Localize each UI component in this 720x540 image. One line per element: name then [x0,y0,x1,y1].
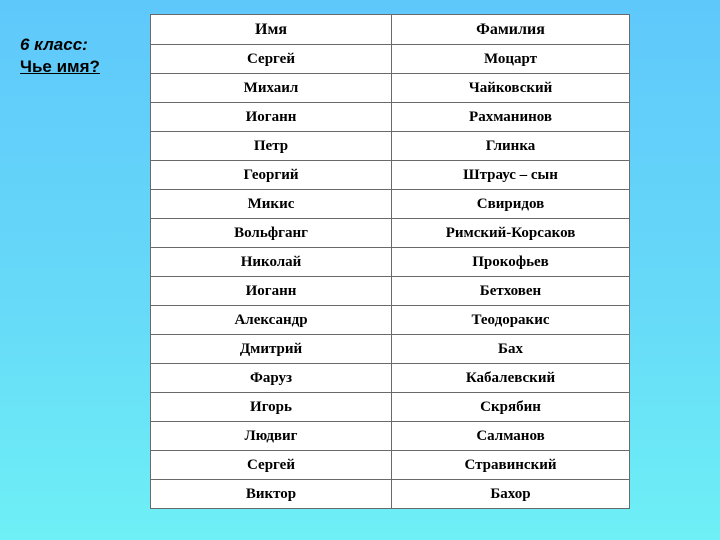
last-name-cell: Прокофьев [392,248,630,277]
first-name-cell: Людвиг [151,422,392,451]
last-name-cell: Чайковский [392,74,630,103]
names-table [150,14,630,509]
table-row [151,45,630,74]
first-name-cell: Фаруз [151,364,392,393]
last-name-cell: Бетховен [392,277,630,306]
table-row [151,103,630,132]
table-row [151,219,630,248]
first-name-cell: Вольфганг [151,219,392,248]
table-row [151,422,630,451]
last-name-cell: Стравинский [392,451,630,480]
last-name-cell: Бах [392,335,630,364]
question-label: Чье имя? [20,57,100,76]
first-name-cell: Дмитрий [151,335,392,364]
last-name-cell: Штраус – сын [392,161,630,190]
table-row [151,74,630,103]
header-first-name: Имя [151,15,392,45]
grade-label: 6 класс: [20,35,88,54]
first-name-cell: Сергей [151,45,392,74]
last-name-cell: Свиридов [392,190,630,219]
first-name-cell: Петр [151,132,392,161]
first-name-cell: Михаил [151,74,392,103]
first-name-cell: Иоганн [151,103,392,132]
first-name-cell: Николай [151,248,392,277]
last-name-cell: Глинка [392,132,630,161]
last-name-cell: Кабалевский [392,364,630,393]
last-name-cell: Бахор [392,480,630,509]
table-row [151,132,630,161]
table-row [151,364,630,393]
first-name-cell: Сергей [151,451,392,480]
last-name-cell: Рахманинов [392,103,630,132]
table-row [151,451,630,480]
last-name-cell: Моцарт [392,45,630,74]
last-name-cell: Салманов [392,422,630,451]
table-row [151,161,630,190]
first-name-cell: Виктор [151,480,392,509]
table-row [151,277,630,306]
table-row [151,248,630,277]
first-name-cell: Иоганн [151,277,392,306]
last-name-cell: Теодоракис [392,306,630,335]
header-last-name: Фамилия [392,15,630,45]
first-name-cell: Александр [151,306,392,335]
last-name-cell: Скрябин [392,393,630,422]
first-name-cell: Микис [151,190,392,219]
last-name-cell: Римский-Корсаков [392,219,630,248]
table-row [151,306,630,335]
first-name-cell: Игорь [151,393,392,422]
slide-heading [20,34,100,78]
table-row [151,480,630,509]
first-name-cell: Георгий [151,161,392,190]
table-row [151,190,630,219]
table-row [151,335,630,364]
table-row [151,393,630,422]
table-header-row [151,15,630,45]
